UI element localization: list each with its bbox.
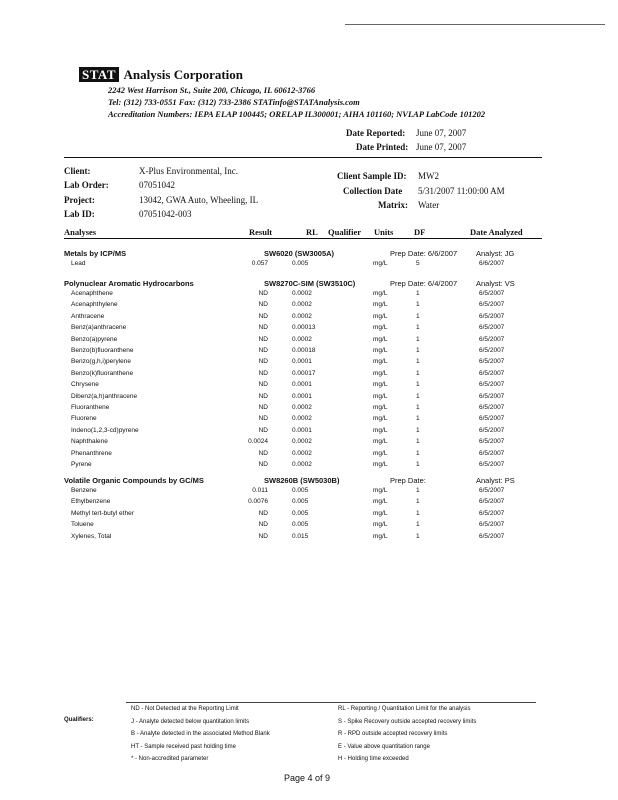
analyte-rl: 0.0002 [292,335,312,343]
analyte-units: mg/L [373,335,388,343]
analyte-date: 6/5/2007 [479,532,505,540]
lab-id-label: Lab ID: [64,209,95,219]
analyte-units: mg/L [373,487,388,494]
analyte-df: 1 [416,290,420,297]
section-prep-date: Prep Date: 6/4/2007 [390,279,458,288]
qualifier-legend-item: * - Non-accredited parameter [131,756,209,762]
analyte-df: 1 [416,532,420,540]
analyte-df: 1 [416,347,420,354]
company-name: Analysis Corporation [123,67,244,82]
table-row [0,498,618,509]
analyte-units: mg/L [373,369,388,377]
analyte-name: Naphthalene [71,438,108,446]
analyte-date: 6/5/2007 [479,290,505,297]
analyte-df: 1 [416,358,420,366]
analyte-rl: 0.0002 [292,312,312,320]
table-row [0,290,618,301]
analyte-df: 5 [416,260,420,267]
table-row [0,347,618,358]
analyte-rl: 0.0002 [292,404,312,411]
analyte-name: Pyrene [71,461,92,468]
analyte-date: 6/5/2007 [479,324,505,332]
analyte-rl: 0.0002 [292,415,312,423]
analyte-date: 6/5/2007 [479,521,505,529]
analyte-name: Benzo(b)fluoranthene [71,347,134,354]
table-row [0,415,618,426]
analyte-result: ND [258,449,268,457]
table-row [0,404,618,415]
qualifier-legend-item: RL - Reporting / Quantitation Limit for the analysis [338,706,471,712]
analyte-result: ND [258,290,268,297]
analyte-df: 1 [416,324,420,332]
analyte-units: mg/L [373,392,388,400]
section-title: Volatile Organic Compounds by GC/MS [64,476,204,485]
analyte-name: Anthracene [71,312,105,320]
analyte-units: mg/L [373,290,388,297]
analyte-units: mg/L [373,312,388,320]
analyte-result: ND [258,324,268,332]
analyte-date: 6/5/2007 [479,369,505,377]
analyte-date: 6/5/2007 [479,449,505,457]
analyte-date: 6/5/2007 [479,335,505,343]
analyte-df: 1 [416,438,420,446]
analyte-date: 6/5/2007 [479,487,505,494]
section-title: Metals by ICP/MS [64,249,127,258]
analyte-rl: 0.015 [292,532,309,540]
col-analyses: Analyses [64,227,97,237]
lab-id-value: 07051042-003 [139,209,192,219]
analyte-name: Toluene [71,521,94,529]
client-value: X-Plus Environmental, Inc. [139,166,238,176]
analyte-result: ND [258,509,268,517]
analyte-date: 6/5/2007 [479,312,505,320]
analyte-name: Dibenz(a,h)anthracene [71,392,138,400]
table-row [0,487,618,498]
analyte-df: 1 [416,521,420,529]
col-df: DF [414,227,426,237]
analyte-result: 0.057 [251,260,268,267]
qualifier-legend-item: B - Analyte detected in the associated Method Blank [131,731,270,737]
analyte-df: 1 [416,415,420,423]
analyte-rl: 0.005 [292,498,309,506]
section-prep-date: Prep Date: 6/6/2007 [390,249,458,258]
analyte-rl: 0.00017 [292,369,316,377]
analyte-result: ND [258,381,268,389]
analyte-df: 1 [416,369,420,377]
analyte-result: ND [258,301,268,309]
analyte-result: ND [258,347,268,354]
analyte-name: Indeno(1,2,3-cd)pyrene [71,426,139,434]
table-row [0,301,618,312]
col-result: Result [249,227,273,237]
analyte-date: 6/5/2007 [479,509,505,517]
analyte-df: 1 [416,426,420,434]
analyte-rl: 0.0002 [292,290,312,297]
analyte-name: Fluoranthene [71,404,110,411]
analyte-df: 1 [416,404,420,411]
analyte-df: 1 [416,498,420,506]
table-row [0,324,618,335]
section-method: SW8260B (SW5030B) [264,476,340,485]
analyte-rl: 0.00018 [292,347,316,354]
analyte-name: Benzene [71,487,97,494]
analyte-result: ND [258,532,268,540]
analyte-units: mg/L [373,498,388,506]
analyte-name: Xylenes, Total [71,532,112,540]
analyte-units: mg/L [373,521,388,529]
analyte-df: 1 [416,392,420,400]
sample-id-value: MW2 [418,171,439,181]
table-row [0,336,618,347]
table-row [0,358,618,369]
qualifier-legend-item: J - Analyte detected below quantitation limits [131,718,250,725]
analyte-rl: 0.005 [292,260,309,267]
section-method: SW8270C-SIM (SW3510C) [264,279,356,288]
lab-order-value: 07051042 [139,180,175,190]
section-analyst: Analyst: VS [476,279,515,288]
date-printed-label: Date Printed: [356,142,409,152]
analyte-units: mg/L [373,415,388,423]
analyte-date: 6/5/2007 [479,461,505,468]
table-row [0,450,618,461]
collection-date-label: Collection Date [343,186,403,196]
analyte-result: ND [258,415,268,423]
analyte-units: mg/L [373,347,388,354]
analyte-units: mg/L [373,449,388,457]
lab-order-label: Lab Order: [64,180,109,190]
analyte-df: 1 [416,381,420,389]
table-row [0,381,618,392]
column-header-rule [64,238,542,239]
analyte-units: mg/L [373,260,388,267]
qualifier-legend-item: H - Holding time exceeded [338,756,409,762]
table-row [0,461,618,472]
analyte-name: Benz(a)anthracene [71,324,127,332]
section-analyst: Analyst: PS [476,476,515,485]
analyte-df: 1 [416,461,420,468]
analyte-df: 1 [416,487,420,494]
col-rl: RL [306,227,318,237]
analyte-result: ND [258,404,268,411]
section-title: Polynuclear Aromatic Hydrocarbons [64,279,194,288]
analyte-name: Lead [71,260,86,267]
qualifier-legend-item: ND - Not Detected at the Reporting Limit [131,706,239,712]
table-row [0,313,618,324]
section-method: SW6020 (SW3005A) [264,249,335,258]
analyte-date: 6/6/2007 [479,260,505,267]
date-reported-value: June 07, 2007 [416,128,467,138]
analyte-result: ND [258,521,268,529]
analyte-rl: 0.0001 [292,426,312,434]
analyte-rl: 0.0001 [292,381,312,389]
analyte-units: mg/L [373,381,388,389]
analyte-result: ND [258,369,268,377]
client-label: Client: [64,166,91,176]
analyte-name: Ethylbenzene [71,498,111,506]
analyte-units: mg/L [373,461,388,468]
section-prep-date: Prep Date: [390,476,426,485]
analyte-units: mg/L [373,404,388,411]
analyte-name: Benzo(g,h,i)perylene [71,358,131,366]
analyte-date: 6/5/2007 [479,415,505,423]
analyte-units: mg/L [373,509,388,517]
analyte-result: ND [258,312,268,320]
company-address: 2242 West Harrison St., Suite 200, Chicago, IL 60612-3766 [108,85,316,95]
analyte-df: 1 [416,449,420,457]
analyte-result: ND [258,335,268,343]
project-label: Project: [64,195,95,205]
analyte-result: ND [258,426,268,434]
analyte-name: Chrysene [71,381,99,389]
col-date-analyzed: Date Analyzed [470,227,523,237]
analyte-df: 1 [416,301,420,309]
table-row [0,510,618,521]
analyte-date: 6/5/2007 [479,404,505,411]
analyte-units: mg/L [373,358,388,366]
analyte-rl: 0.0002 [292,449,312,457]
company-accreditation: Accreditation Numbers: IEPA ELAP 100445; ORELAP IL300001; AIHA 101160; NVLAP LabCode 101202 [108,109,486,119]
analyte-name: Benzo(k)fluoranthene [71,369,134,377]
analyte-units: mg/L [373,324,388,332]
analyte-date: 6/5/2007 [479,381,505,389]
analyte-rl: 0.005 [292,521,309,529]
analyte-units: mg/L [373,426,388,434]
analyte-units: mg/L [373,532,388,540]
date-reported-label: Date Reported: [346,128,406,138]
analyte-name: Methyl tert-butyl ether [71,509,134,517]
analyte-name: Fluorene [71,415,97,423]
qualifier-legend-item: E - Value above quantitation range [338,743,430,750]
analyte-date: 6/5/2007 [479,438,505,446]
project-value: 13042, GWA Auto, Wheeling, IL [139,195,259,205]
analyte-rl: 0.0001 [292,358,312,366]
analyte-rl: 0.005 [292,509,309,517]
table-row [0,427,618,438]
analyte-rl: 0.005 [292,487,309,494]
analyte-units: mg/L [373,301,388,309]
qualifier-legend-item: HT - Sample received past holding time [131,743,236,750]
analyte-result: ND [258,358,268,366]
top-scan-line [345,24,605,25]
col-units: Units [374,227,394,237]
analyte-result: 0.011 [252,487,268,494]
matrix-value: Water [418,200,440,210]
qualifier-legend-item: R - RPD outside accepted recovery limits [338,731,448,737]
analyte-result: ND [258,392,268,400]
table-row [0,370,618,381]
analyte-date: 6/5/2007 [479,347,505,354]
analyte-result: ND [258,461,268,468]
analyte-result: 0.0024 [248,438,268,446]
matrix-label: Matrix: [378,200,408,210]
footer-rule [126,702,536,703]
collection-date-value: 5/31/2007 11:00:00 AM [418,186,505,196]
qualifiers-label: Qualifiers: [64,717,94,723]
company-contact: Tel: (312) 733-0551 Fax: (312) 733-2386 STATinfo@STATAnalysis.com [108,97,360,107]
table-row [0,438,618,449]
qualifier-legend-item: S - Spike Recovery outside accepted recovery limits [338,718,477,725]
analyte-date: 6/5/2007 [479,358,505,366]
sample-id-label: Client Sample ID: [337,171,407,181]
analyte-df: 1 [416,509,420,517]
table-row [0,533,618,544]
date-printed-value: June 07, 2007 [416,142,467,152]
analyte-name: Benzo(a)pyrene [71,335,118,343]
analyte-rl: 0.0002 [292,438,312,446]
company-header [79,66,243,84]
analyte-name: Phenanthrene [71,449,112,457]
table-row [0,260,618,271]
table-row [0,521,618,532]
analyte-result: 0.0076 [248,498,268,506]
analyte-name: Acenaphthene [71,290,113,297]
analyte-name: Acenaphthylene [71,301,118,309]
analyte-date: 6/5/2007 [479,498,505,506]
analyte-units: mg/L [373,438,388,446]
header-divider [64,157,542,158]
analyte-date: 6/5/2007 [479,426,505,434]
col-qualifier: Qualifier [328,227,362,237]
analyte-date: 6/5/2007 [479,392,505,400]
company-logo: STAT [79,67,119,82]
analyte-rl: 0.0002 [292,461,312,468]
analyte-date: 6/5/2007 [479,301,505,309]
analyte-rl: 0.00013 [292,324,316,332]
page-number: Page 4 of 9 [284,773,331,783]
section-analyst: Analyst: JG [476,249,515,258]
table-row [0,393,618,404]
analyte-df: 1 [416,312,420,320]
analyte-rl: 0.0002 [292,301,312,309]
analyte-df: 1 [416,335,420,343]
analyte-rl: 0.0001 [292,392,312,400]
